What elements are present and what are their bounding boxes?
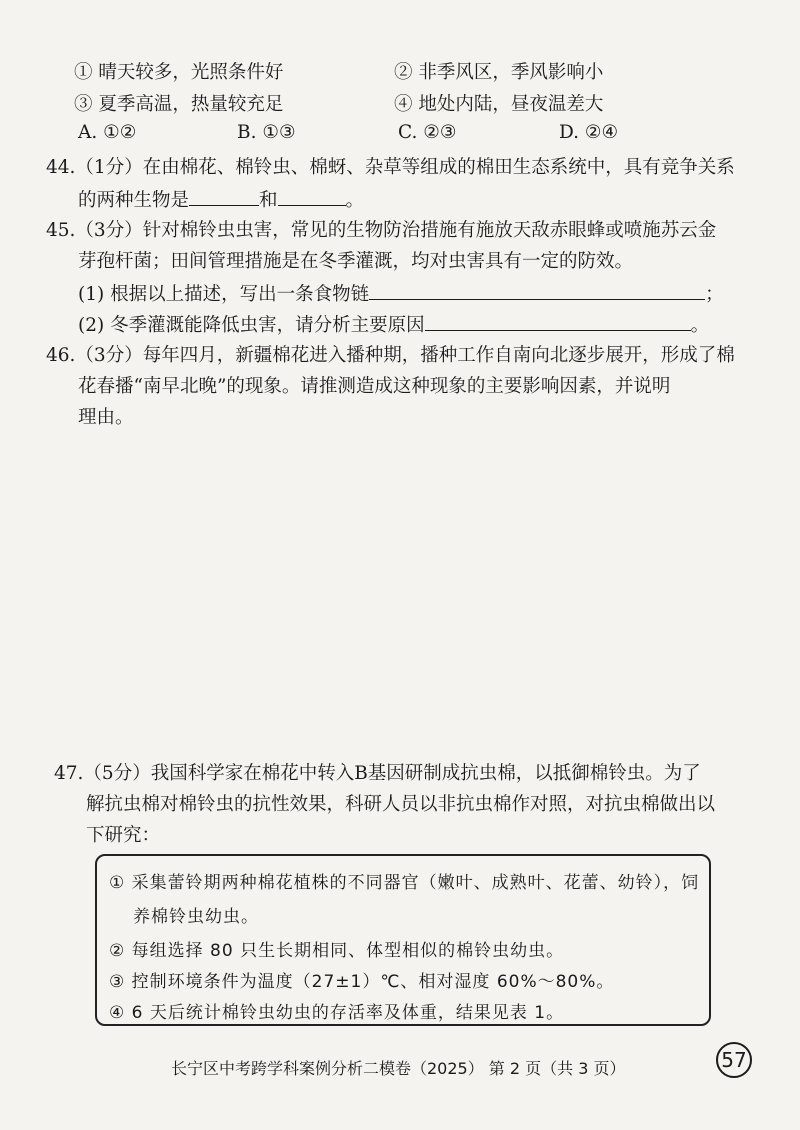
q46-line-2: 花春播“南早北晚”的现象。请推测造成这种现象的主要影响因素，并说明 <box>78 376 671 397</box>
q44-line-1: 44.（1分）在由棉花、棉铃虫、棉蚜、杂草等组成的棉田生态系统中，具有竞争关系 <box>46 157 735 178</box>
option-statement-3: ③ 夏季高温，热量较充足 <box>74 94 284 115</box>
q45-line-1: 45.（3分）针对棉铃虫虫害，常见的生物防治措施有施放天敌赤眼蜂或喷施苏云金 <box>46 220 717 241</box>
option-statement-2: ② 非季风区，季风影响小 <box>394 62 604 83</box>
choice-a: A. ①② <box>78 122 137 143</box>
answer-blank-2[interactable] <box>278 187 346 206</box>
q44-text-a: 的两种生物是 <box>78 190 190 211</box>
page-footer: 长宁区中考跨学科案例分析二模卷（2025） 第 2 页（共 3 页） <box>171 1059 626 1078</box>
step-1-line-2: 养棉铃虫幼虫。 <box>133 907 259 927</box>
step-2: ② 每组选择 80 只生长期相同、体型相似的棉铃虫幼虫。 <box>109 941 565 961</box>
q45-sub-1-end: ； <box>705 284 724 305</box>
q45-sub-2-text: (2) 冬季灌溉能降低虫害，请分析主要原因 <box>78 315 425 336</box>
q44-line-2 <box>78 187 364 213</box>
q45-sub-1 <box>78 281 724 307</box>
choice-d: D. ②④ <box>559 122 619 143</box>
choice-c: C. ②③ <box>398 122 457 143</box>
step-3: ③ 控制环境条件为温度（27±1）℃、相对湿度 60%～80%。 <box>109 972 615 992</box>
q47-line-1: 47.（5分）我国科学家在棉花中转入B基因研制成抗虫棉，以抵御棉铃虫。为了 <box>54 763 701 784</box>
q45-sub-1-text: (1) 根据以上描述，写出一条食物链 <box>78 284 370 305</box>
choice-b: B. ①③ <box>237 122 296 143</box>
procedure-box <box>95 854 711 1026</box>
q46-line-1: 46.（3分）每年四月，新疆棉花进入播种期，播种工作自南向北逐步展开，形成了棉 <box>46 345 735 366</box>
q47-line-2: 解抗虫棉对棉铃虫的抗性效果，科研人员以非抗虫棉作对照，对抗虫棉做出以 <box>86 794 716 815</box>
page-number-badge: 57 <box>716 1042 752 1078</box>
q44-text-c: 。 <box>345 190 365 211</box>
food-chain-blank[interactable] <box>369 281 705 300</box>
option-statement-1: ① 晴天较多，光照条件好 <box>74 62 284 83</box>
q47-line-3: 下研究： <box>86 825 161 846</box>
step-4: ④ 6 天后统计棉铃虫幼虫的存活率及体重，结果见表 1。 <box>109 1003 565 1023</box>
answer-blank-1[interactable] <box>189 187 259 206</box>
q45-sub-2 <box>78 312 709 338</box>
step-1-line-1: ① 采集蕾铃期两种棉花植株的不同器官（嫩叶、成熟叶、花蕾、幼铃），饲 <box>109 873 700 893</box>
q45-sub-2-end: 。 <box>690 315 710 336</box>
reason-blank[interactable] <box>425 312 691 331</box>
q46-line-3: 理由。 <box>78 407 134 428</box>
q45-line-2: 芽孢杆菌；田间管理措施是在冬季灌溉，均对虫害具有一定的防效。 <box>78 251 634 272</box>
option-statement-4: ④ 地处内陆，昼夜温差大 <box>394 94 604 115</box>
q44-text-b: 和 <box>259 190 278 211</box>
